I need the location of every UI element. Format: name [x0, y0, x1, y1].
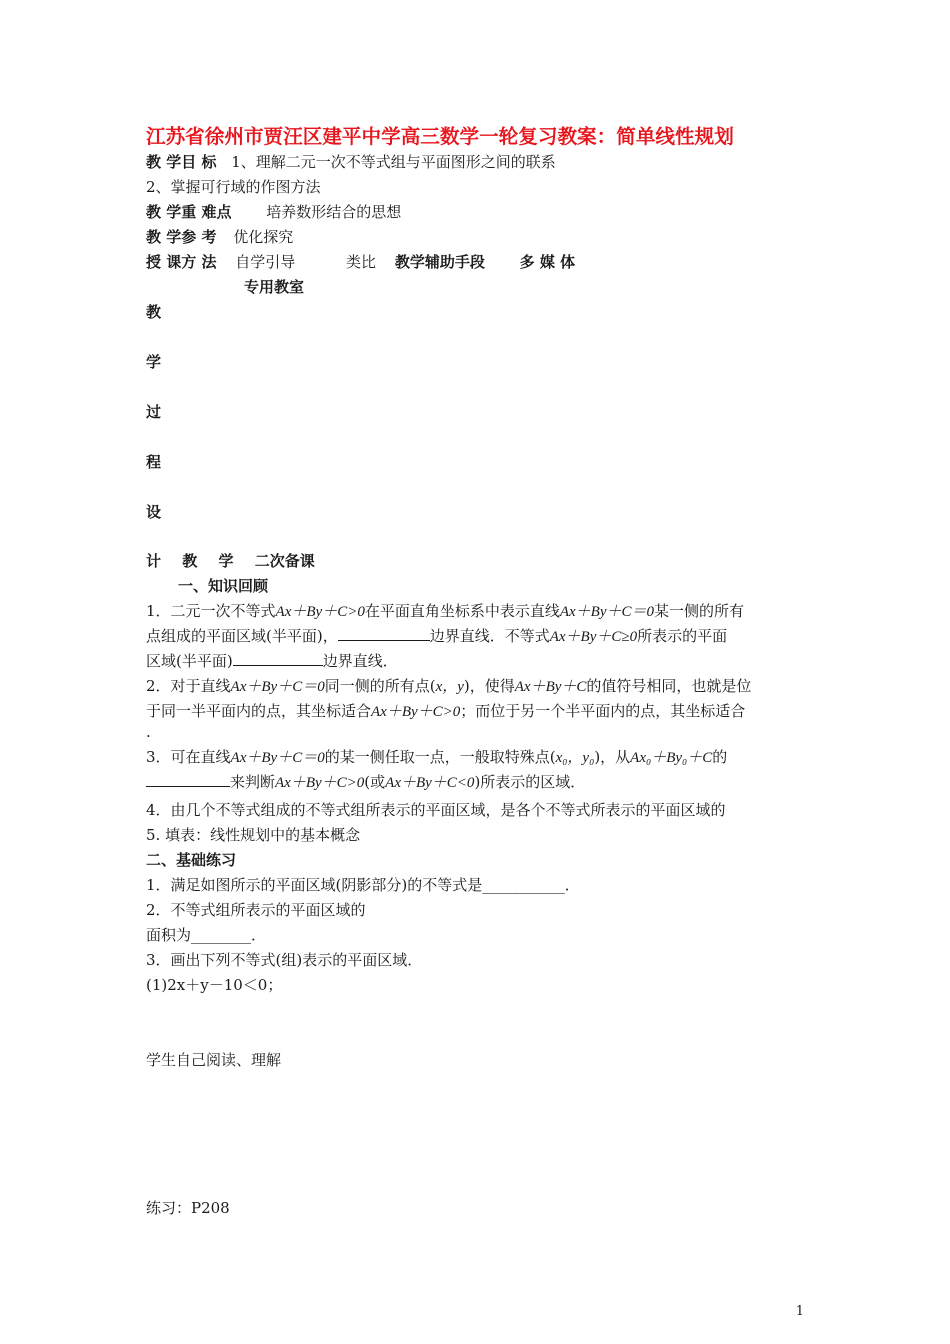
p2-line3: . — [146, 723, 151, 741]
text: 区域(半平面) — [146, 652, 233, 670]
p1-line2 — [146, 626, 727, 647]
formula: Ax＋By＋C＝0 — [559, 604, 654, 620]
text: 所表示的平面 — [637, 627, 728, 645]
text: 于同一半平面内的点，其坐标适合 — [146, 702, 372, 720]
method-value-2: 类比 — [346, 253, 377, 271]
formula: Ax＋By＋C>0 — [275, 604, 365, 620]
room-value: 专用教室 — [244, 278, 305, 296]
vertical-char: 教 — [146, 303, 162, 321]
text: 某一侧的所有 — [654, 602, 745, 620]
goal-label: 教 学目 标 — [146, 153, 217, 171]
page-number: 1 — [795, 1304, 804, 1319]
goal-2: 2、掌握可行域的作图方法 — [146, 178, 321, 196]
p2-line1 — [146, 676, 751, 697]
formula: Ax＋By＋C — [514, 679, 587, 695]
aid-value: 多 媒 体 — [519, 253, 576, 271]
vertical-char: 设 — [146, 503, 162, 521]
method-row — [146, 252, 575, 272]
q2-line2: 面积为________． — [146, 926, 267, 944]
text: 的某一侧任取一点，一般取特殊点( — [324, 748, 556, 766]
design-c4: 二次备课 — [254, 552, 315, 570]
ref-row — [146, 227, 293, 247]
text: ；而位于另一个半平面内的点，其坐标适合 — [460, 702, 746, 720]
answer-blank — [338, 626, 430, 641]
aid-label: 教学辅助手段 — [394, 253, 485, 271]
p5: 5. 填表：线性规划中的基本概念 — [146, 826, 361, 844]
design-c2: 教 — [182, 552, 198, 570]
text: 的 — [712, 748, 728, 766]
p1-line3 — [146, 651, 398, 671]
text: 在平面直角坐标系中表示直线 — [364, 602, 560, 620]
q3-item1: (1)2x＋y－10＜0； — [146, 976, 283, 994]
p2-line2 — [146, 701, 745, 722]
answer-blank — [233, 651, 323, 666]
design-row — [146, 551, 315, 571]
note: 学生自己阅读、理解 — [146, 1051, 282, 1069]
text: 3．可在直线 — [146, 748, 231, 766]
ref-value: 优化探究 — [233, 228, 294, 246]
formula: x，y — [435, 679, 464, 695]
key-row — [146, 202, 401, 222]
vertical-char: 学 — [146, 353, 162, 371]
vertical-char: 过 — [146, 403, 162, 421]
formula: x₀，y₀ — [555, 750, 595, 766]
text: (或 — [364, 773, 386, 791]
text: )，从 — [594, 748, 631, 766]
key-label: 教 学重 难点 — [146, 203, 232, 221]
formula: Ax＋By＋C＝0 — [230, 750, 325, 766]
formula: Ax＋By＋C＝0 — [230, 679, 325, 695]
q1: 1．满足如图所示的平面区域(阴影部分)的不等式是___________． — [146, 876, 580, 894]
answer-blank — [146, 772, 230, 787]
text: 1．二元一次不等式 — [146, 602, 276, 620]
goal-row — [146, 152, 556, 172]
text: 点组成的平面区域(半平面)， — [146, 627, 338, 645]
text: 边界直线． — [322, 652, 398, 670]
document-title: 江苏省徐州市贾汪区建平中学高三数学一轮复习教案：简单线性规划 — [146, 125, 734, 148]
text: 来判断 — [230, 773, 276, 791]
text: 同一侧的所有点( — [324, 677, 436, 695]
p1-line1 — [146, 601, 744, 622]
formula: Ax₀＋By₀＋C — [630, 750, 713, 766]
q2-line1: 2．不等式组所表示的平面区域的 — [146, 901, 366, 919]
key-value: 培养数形结合的思想 — [266, 203, 402, 221]
formula: Ax＋By＋C>0 — [371, 704, 461, 720]
text: 边界直线．不等式 — [429, 627, 550, 645]
vertical-char: 程 — [146, 453, 162, 471]
p3-line1 — [146, 747, 727, 768]
formula: Ax＋By＋C≥0 — [549, 629, 638, 645]
exercise: 练习：P208 — [146, 1199, 230, 1217]
goal-1: 1、理解二元一次不等式组与平面图形之间的联系 — [231, 153, 556, 171]
method-label: 授 课方 法 — [146, 253, 217, 271]
ref-label: 教 学参 考 — [146, 228, 217, 246]
text: 的值符号相同，也就是位 — [586, 677, 752, 695]
section2-heading: 二、基础练习 — [146, 851, 237, 869]
method-value-1: 自学引导 — [235, 253, 296, 271]
text: )，使得 — [463, 677, 515, 695]
p4: 4．由几个不等式组成的不等式组所表示的平面区域，是各个不等式所表示的平面区域的 — [146, 801, 726, 819]
text: 2．对于直线 — [146, 677, 231, 695]
formula: Ax＋By＋C<0 — [385, 775, 475, 791]
section1-heading: 一、知识回顾 — [178, 577, 269, 595]
design-c1: 计 — [146, 552, 162, 570]
q3: 3．画出下列不等式(组)表示的平面区域． — [146, 951, 423, 969]
design-c3: 学 — [218, 552, 234, 570]
formula: Ax＋By＋C>0 — [275, 775, 365, 791]
text: )所表示的区域． — [474, 773, 586, 791]
p3-line2 — [146, 772, 585, 793]
